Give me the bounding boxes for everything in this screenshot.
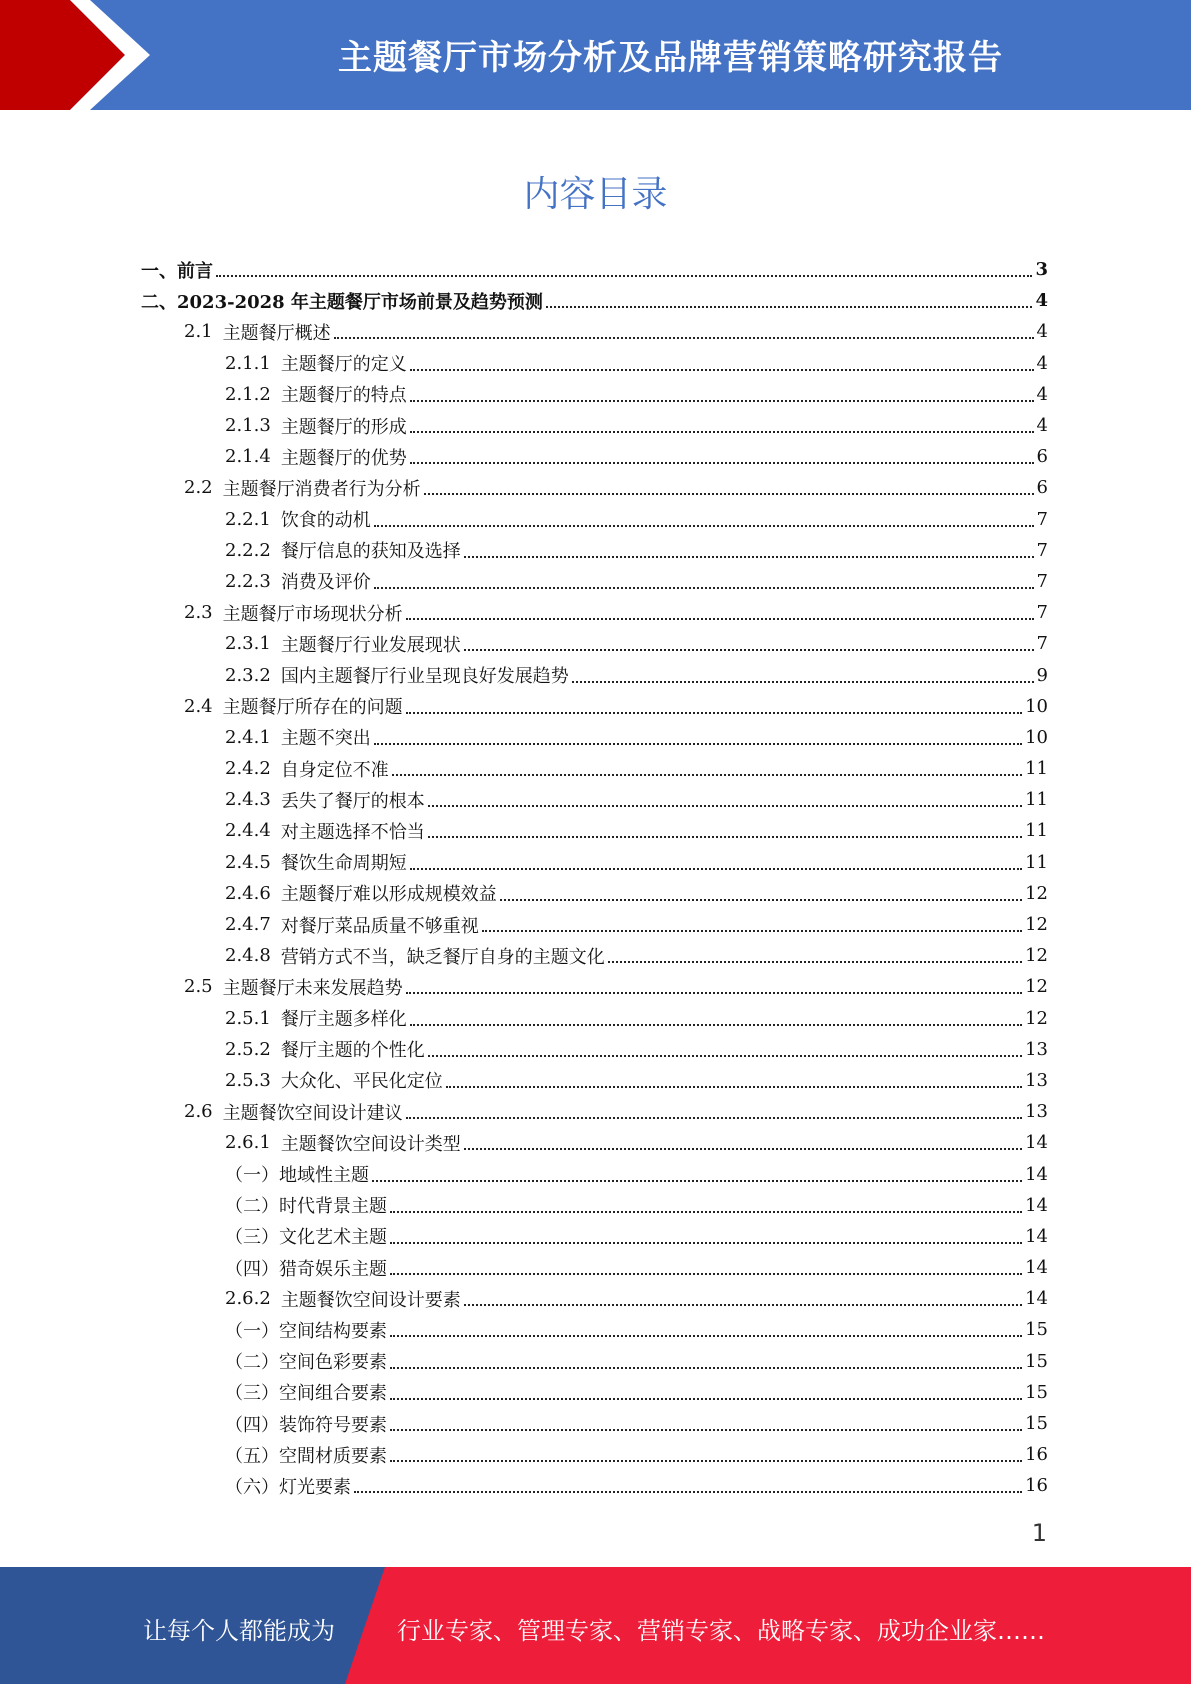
- toc-dot-leader: [500, 898, 1022, 901]
- table-of-contents: [141, 254, 1048, 1502]
- toc-entry-page: 4: [1036, 352, 1048, 374]
- toc-entry[interactable]: [141, 1346, 1048, 1377]
- toc-entry-title: （二）空间色彩要素: [225, 1352, 387, 1374]
- toc-entry-title: 营销方式不当，缺乏餐厅自身的主题文化: [280, 946, 605, 968]
- toc-entry[interactable]: [141, 566, 1048, 597]
- toc-dot-leader: [354, 1490, 1022, 1493]
- toc-dot-leader: [390, 1428, 1022, 1431]
- toc-entry[interactable]: [141, 1221, 1048, 1252]
- toc-entry-number: 2.2.2: [225, 539, 271, 561]
- toc-entry-page: 11: [1025, 789, 1048, 811]
- toc-entry-number: 2.1.2: [225, 383, 271, 405]
- toc-entry-title: 餐饮生命周期短: [280, 853, 407, 875]
- toc-entry-title: 主题不突出: [280, 728, 371, 750]
- toc-entry-page: 15: [1025, 1413, 1048, 1435]
- toc-entry-page: 14: [1025, 1194, 1048, 1216]
- toc-dot-leader: [572, 680, 1034, 683]
- toc-dot-leader: [390, 1210, 1022, 1213]
- toc-entry-page: 10: [1025, 695, 1048, 717]
- toc-dot-leader: [390, 1334, 1022, 1337]
- toc-dot-leader: [410, 368, 1034, 371]
- toc-entry[interactable]: [141, 1065, 1048, 1096]
- toc-entry-number: 2.2: [184, 477, 213, 499]
- toc-entry-title: 主题餐厅的形成: [280, 416, 407, 438]
- toc-entry-page: 13: [1025, 1069, 1048, 1091]
- toc-entry[interactable]: [141, 815, 1048, 846]
- toc-entry[interactable]: [141, 1408, 1048, 1439]
- toc-dot-leader: [406, 617, 1034, 620]
- toc-entry[interactable]: [141, 784, 1048, 815]
- toc-entry-page: 4: [1036, 415, 1048, 437]
- toc-entry-page: 12: [1025, 945, 1048, 967]
- toc-entry-title: 饮食的动机: [280, 510, 371, 532]
- toc-entry[interactable]: [141, 348, 1048, 379]
- toc-entry-page: 4: [1036, 383, 1048, 405]
- toc-entry-number: 2.2.3: [225, 570, 271, 592]
- toc-entry-title: 主题餐厅的优势: [280, 447, 407, 469]
- toc-entry-page: 13: [1025, 1038, 1048, 1060]
- toc-entry-title: 大众化、平民化定位: [280, 1071, 443, 1093]
- toc-entry[interactable]: [141, 597, 1048, 628]
- toc-dot-leader: [334, 336, 1034, 339]
- toc-entry-number: 2.6.2: [225, 1288, 271, 1310]
- toc-entry-number: 2.4.8: [225, 945, 271, 967]
- toc-entry-title: 对餐厅菜品质量不够重视: [280, 915, 479, 937]
- toc-entry-title: 对主题选择不恰当: [280, 821, 425, 843]
- toc-entry-page: 9: [1036, 664, 1048, 686]
- toc-entry-number: 2.6: [184, 1101, 213, 1123]
- toc-entry-title: （一）空间结构要素: [225, 1320, 387, 1342]
- toc-entry-page: 11: [1025, 758, 1048, 780]
- toc-entry[interactable]: [141, 1158, 1048, 1189]
- toc-entry-title: 自身定位不准: [280, 759, 389, 781]
- toc-entry-page: 7: [1036, 539, 1048, 561]
- toc-entry[interactable]: [141, 1190, 1048, 1221]
- toc-entry-page: 7: [1036, 508, 1048, 530]
- toc-entry[interactable]: [141, 722, 1048, 753]
- toc-dot-leader: [410, 1023, 1022, 1026]
- toc-entry[interactable]: [141, 285, 1048, 316]
- toc-entry[interactable]: [141, 1377, 1048, 1408]
- toc-entry-title: 主题餐厅所存在的问题: [222, 697, 403, 719]
- toc-entry-title: （四）猎奇娱乐主题: [225, 1258, 387, 1280]
- report-title: 主题餐厅市场分析及品牌营销策略研究报告: [338, 38, 1003, 78]
- toc-entry[interactable]: [141, 1283, 1048, 1314]
- footer-slogan-right: 行业专家、管理专家、营销专家、战略专家、成功企业家……: [397, 1617, 1045, 1645]
- toc-dot-leader: [390, 1272, 1022, 1275]
- toc-entry[interactable]: [141, 628, 1048, 659]
- toc-entry-title: （二）时代背景主题: [225, 1196, 387, 1218]
- toc-dot-leader: [406, 991, 1022, 994]
- toc-entry-number: 2.1.3: [225, 415, 271, 437]
- toc-entry-number: 2.3.1: [225, 633, 271, 655]
- toc-entry[interactable]: [141, 1314, 1048, 1345]
- toc-entry-number: 2.5.3: [225, 1069, 271, 1091]
- toc-entry-title: （一）地域性主题: [225, 1165, 369, 1187]
- toc-entry-number: 2.2.1: [225, 508, 271, 530]
- toc-dot-leader: [446, 1085, 1022, 1088]
- toc-entry-page: 12: [1025, 882, 1048, 904]
- toc-entry-page: 7: [1036, 570, 1048, 592]
- toc-entry-title: （四）装饰符号要素: [225, 1414, 387, 1436]
- toc-entry-number: 2.4.1: [225, 726, 271, 748]
- toc-entry-number: 2.1: [184, 321, 213, 343]
- toc-entry-title: 餐厅主题的个性化: [280, 1040, 425, 1062]
- toc-entry-title: 餐厅信息的获知及选择: [280, 541, 461, 563]
- page-number: 1: [1031, 1519, 1047, 1547]
- toc-heading: 内容目录: [523, 174, 668, 215]
- toc-entry-title: （五）空間材质要素: [225, 1445, 387, 1467]
- toc-dot-leader: [410, 867, 1022, 870]
- toc-entry-title: （三）空间组合要素: [225, 1383, 387, 1405]
- toc-entry-page: 6: [1036, 446, 1048, 468]
- toc-entry[interactable]: [141, 1470, 1048, 1501]
- toc-entry-title: （六）灯光要素: [225, 1476, 351, 1498]
- toc-entry-title: 主题餐厅的特点: [280, 385, 407, 407]
- toc-entry[interactable]: [141, 659, 1048, 690]
- toc-entry[interactable]: [141, 316, 1048, 347]
- toc-entry-page: 11: [1025, 851, 1048, 873]
- toc-dot-leader: [392, 773, 1022, 776]
- toc-entry[interactable]: [141, 504, 1048, 535]
- toc-entry-title: （三）文化艺术主题: [225, 1227, 387, 1249]
- toc-entry-page: 14: [1025, 1288, 1048, 1310]
- toc-dot-leader: [608, 960, 1022, 963]
- toc-dot-leader: [482, 929, 1022, 932]
- toc-entry-page: 6: [1036, 477, 1048, 499]
- toc-dot-leader: [390, 1241, 1022, 1244]
- toc-entry[interactable]: [141, 1252, 1048, 1283]
- toc-entry-number: 2.6.1: [225, 1132, 271, 1154]
- toc-entry[interactable]: [141, 971, 1048, 1002]
- toc-entry[interactable]: [141, 441, 1048, 472]
- toc-entry-number: 2.3.2: [225, 664, 271, 686]
- toc-entry[interactable]: [141, 909, 1048, 940]
- red-arrow-decoration: [0, 0, 160, 110]
- toc-dot-leader: [406, 1116, 1022, 1119]
- toc-entry[interactable]: [141, 753, 1048, 784]
- toc-entry[interactable]: [141, 940, 1048, 971]
- toc-dot-leader: [428, 804, 1022, 807]
- toc-dot-leader: [374, 524, 1034, 527]
- toc-entry-title: 一、前言: [141, 260, 213, 282]
- toc-entry-title: 主题餐厅概述: [222, 322, 331, 344]
- toc-entry-number: 2.4.6: [225, 882, 271, 904]
- toc-entry-number: 2.4.2: [225, 758, 271, 780]
- toc-entry[interactable]: [141, 1439, 1048, 1470]
- toc-entry-number: 2.4.7: [225, 914, 271, 936]
- toc-entry[interactable]: [141, 847, 1048, 878]
- toc-entry-number: 2.4.3: [225, 789, 271, 811]
- toc-entry-number: 2.1.1: [225, 352, 271, 374]
- toc-entry[interactable]: [141, 410, 1048, 441]
- toc-dot-leader: [216, 274, 1032, 277]
- toc-dot-leader: [464, 1303, 1022, 1306]
- toc-dot-leader: [410, 399, 1034, 402]
- toc-entry-title: 丢失了餐厅的根本: [280, 790, 425, 812]
- toc-entry-page: 10: [1025, 726, 1048, 748]
- toc-entry-title: 主题餐饮空间设计要素: [280, 1289, 461, 1311]
- toc-entry[interactable]: [141, 379, 1048, 410]
- toc-dot-leader: [374, 586, 1034, 589]
- toc-entry-page: 3: [1035, 259, 1048, 281]
- toc-entry-title: 二、2023-2028 年主题餐厅市场前景及趋势预测: [141, 291, 543, 313]
- toc-entry-number: 2.3: [184, 602, 213, 624]
- toc-entry-number: 2.1.4: [225, 446, 271, 468]
- toc-entry[interactable]: [141, 1096, 1048, 1127]
- toc-dot-leader: [546, 305, 1033, 308]
- toc-dot-leader: [428, 1054, 1022, 1057]
- toc-entry[interactable]: [141, 472, 1048, 503]
- toc-entry-page: 12: [1025, 1007, 1048, 1029]
- toc-dot-leader: [390, 1459, 1022, 1462]
- toc-dot-leader: [406, 711, 1022, 714]
- toc-entry[interactable]: [141, 691, 1048, 722]
- toc-dot-leader: [464, 648, 1034, 651]
- toc-entry-page: 4: [1035, 290, 1048, 312]
- toc-entry-page: 14: [1025, 1163, 1048, 1185]
- toc-entry-title: 主题餐厅的定义: [280, 354, 407, 376]
- toc-entry-number: 2.5: [184, 976, 213, 998]
- toc-entry-number: 2.5.1: [225, 1007, 271, 1029]
- toc-dot-leader: [410, 461, 1034, 464]
- toc-entry-number: 2.4.4: [225, 820, 271, 842]
- toc-entry-page: 14: [1025, 1257, 1048, 1279]
- toc-entry-title: 主题餐厅行业发展现状: [280, 634, 461, 656]
- toc-entry-page: 12: [1025, 976, 1048, 998]
- toc-dot-leader: [464, 555, 1034, 558]
- toc-entry-title: 餐厅主题多样化: [280, 1009, 407, 1031]
- toc-entry-number: 2.5.2: [225, 1038, 271, 1060]
- toc-entry-page: 7: [1036, 602, 1048, 624]
- toc-entry-page: 12: [1025, 914, 1048, 936]
- toc-entry-title: 主题餐饮空间设计建议: [222, 1102, 403, 1124]
- toc-entry-page: 16: [1025, 1475, 1048, 1497]
- toc-dot-leader: [428, 835, 1022, 838]
- toc-entry-title: 主题餐厅市场现状分析: [222, 603, 403, 625]
- footer-slogan-left: 让每个人都能成为: [143, 1617, 335, 1645]
- toc-entry-number: 2.4: [184, 695, 213, 717]
- toc-dot-leader: [374, 742, 1022, 745]
- toc-entry-title: 国内主题餐厅行业呈现良好发展趋势: [280, 666, 569, 688]
- toc-entry-title: 主题餐厅未来发展趋势: [222, 977, 403, 999]
- toc-entry-page: 7: [1036, 633, 1048, 655]
- toc-entry[interactable]: [141, 878, 1048, 909]
- toc-entry-page: 15: [1025, 1350, 1048, 1372]
- footer-banner: [0, 1567, 1191, 1684]
- toc-dot-leader: [410, 430, 1034, 433]
- toc-entry-title: 主题餐饮空间设计类型: [280, 1133, 461, 1155]
- toc-entry-page: 15: [1025, 1319, 1048, 1341]
- toc-entry-page: 13: [1025, 1101, 1048, 1123]
- toc-entry[interactable]: [141, 535, 1048, 566]
- header-banner: [0, 0, 1191, 110]
- toc-dot-leader: [390, 1366, 1022, 1369]
- toc-entry-page: 15: [1025, 1381, 1048, 1403]
- toc-entry[interactable]: [141, 1127, 1048, 1158]
- toc-entry[interactable]: [141, 1034, 1048, 1065]
- toc-entry[interactable]: [141, 1003, 1048, 1034]
- toc-entry-page: 11: [1025, 820, 1048, 842]
- toc-entry-title: 主题餐厅难以形成规模效益: [280, 884, 497, 906]
- toc-entry[interactable]: [141, 254, 1048, 285]
- toc-dot-leader: [424, 492, 1034, 495]
- toc-entry-page: 16: [1025, 1444, 1048, 1466]
- toc-entry-page: 14: [1025, 1132, 1048, 1154]
- toc-entry-number: 2.4.5: [225, 851, 271, 873]
- toc-dot-leader: [390, 1397, 1022, 1400]
- toc-dot-leader: [464, 1147, 1022, 1150]
- toc-dot-leader: [372, 1179, 1022, 1182]
- toc-entry-title: 主题餐厅消费者行为分析: [222, 478, 421, 500]
- toc-entry-title: 消费及评价: [280, 572, 371, 594]
- toc-entry-page: 4: [1036, 321, 1048, 343]
- toc-entry-page: 14: [1025, 1225, 1048, 1247]
